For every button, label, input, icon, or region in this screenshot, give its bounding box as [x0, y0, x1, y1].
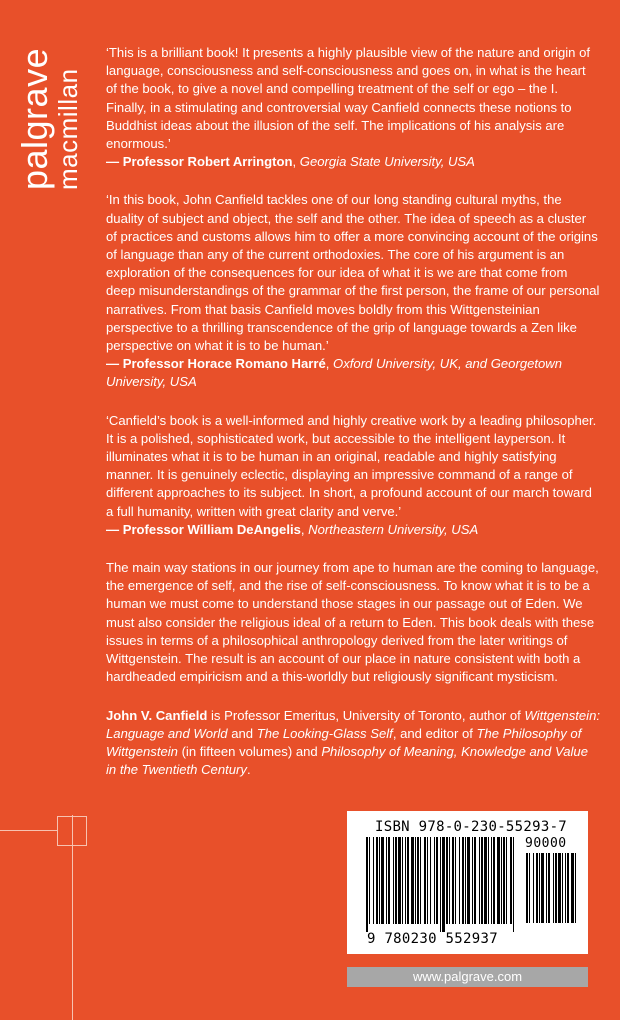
barcode-bar [376, 837, 378, 924]
book-title: Philosophy of Meaning, Knowledge and Value in the Twentieth Century [106, 743, 588, 778]
bio-text: and [227, 725, 257, 741]
barcode-bar [386, 837, 387, 924]
barcode-bar [575, 853, 576, 923]
reviewer-name: — Professor Horace Romano Harré [106, 356, 326, 372]
reviewer-name: — Professor Robert Arrington [106, 154, 293, 170]
reviewer-name: — Professor William DeAngelis [106, 521, 301, 537]
barcode-bar [379, 837, 380, 924]
quote-text: ‘Canfield’s book is a well-informed and highly creative work by a leading philosopher. It is a polished, sophisticated work, but accessible to the intelligent layperson. It illuminates what it is to be human in an original, readable and highly satisfying manner. It is genuinely eclectic, displaying an impressive command of a range of different approaches to its subject. In short, a profound account of our march toward a full humanity, written with great clarity and verve.’ [106, 412, 597, 519]
barcode-bar [539, 853, 540, 923]
barcode-bar [565, 853, 566, 923]
barcode-bars [365, 837, 517, 932]
barcode-bar [462, 837, 464, 924]
back-cover-text [106, 44, 600, 799]
barcode-bar [510, 837, 512, 924]
reviewer-affiliation: Northeastern University, USA [308, 521, 479, 537]
barcode-bar [388, 837, 390, 924]
decorative-horizontal-line [0, 830, 57, 831]
barcode-bar [493, 837, 495, 924]
barcode-bar [366, 837, 368, 932]
barcode-bar [398, 837, 401, 924]
logo-palgrave: palgrave [14, 47, 55, 190]
quote-attribution: — Professor Horace Romano Harré, Oxford University, UK, and Georgetown University, USA [106, 356, 563, 390]
barcode-bar [497, 837, 500, 924]
barcode-bar [472, 837, 473, 924]
barcode-bar [427, 837, 428, 924]
barcode-bar [541, 853, 544, 923]
ean-number: 9 780230 552937 [367, 931, 498, 947]
author-name: John V. Canfield [106, 707, 208, 723]
barcode-bar [415, 837, 416, 924]
barcode-bar [548, 853, 550, 923]
barcode-bar [436, 837, 438, 924]
decorative-square [57, 816, 87, 846]
isbn-text: ISBN 978-0-230-55293-7 [375, 819, 568, 835]
barcode-bar [562, 853, 563, 923]
barcode-bar [411, 837, 414, 924]
barcode-bar [571, 853, 574, 923]
barcode-bar [405, 837, 406, 924]
barcode-bar [488, 837, 489, 924]
reviewer-affiliation: Oxford University, UK, and Georgetown University, USA [106, 356, 563, 390]
publisher-logo [14, 10, 97, 190]
barcode-bar [449, 837, 450, 924]
barcode-bar [474, 837, 476, 924]
barcode-bar [481, 837, 483, 924]
isbn-barcode [347, 811, 588, 954]
barcode-bar [501, 837, 502, 924]
barcode-bar [465, 837, 466, 924]
barcode-bar [459, 837, 460, 924]
book-title: The Philosophy of Wittgenstein [106, 725, 582, 759]
barcode-bar [513, 837, 514, 932]
quote-text: ‘In this book, John Canfield tackles one of our long standing cultural myths, the duality of subject and object, the self and the other. The idea of speech as a cluster of practices and customs allows him to offer a more convincing account of the origins of language than any of the current orthodoxies. The core of his argument is an exploration of the consequences for our idea of what it is we are that come from deep misunderstandings of the grammar of the first person, the frame of our personal narratives. From that basis Canfield moves boldly from this Wittgensteinian perspective to a thrilling transcendence of the grip of language towards a Zen like perspective on what it is to be human.’ [106, 192, 600, 354]
quote-attribution: — Professor William DeAngelis, Northeastern University, USA [106, 521, 479, 537]
barcode-bar [407, 837, 409, 924]
publisher-url[interactable]: www.palgrave.com [347, 967, 588, 987]
barcode-bar [536, 853, 538, 923]
barcode-bar [529, 853, 530, 923]
barcode-bar [491, 837, 492, 924]
barcode-bar [526, 853, 528, 923]
barcode-bar [442, 837, 445, 932]
barcode-bar [567, 853, 569, 923]
review-quote-1 [106, 44, 600, 171]
barcode-bar [484, 837, 487, 924]
barcode-bar [381, 837, 384, 924]
barcode-bar [467, 837, 470, 924]
barcode-bar [503, 837, 505, 924]
price-code: 90000 [525, 836, 567, 851]
barcode-bar [434, 837, 435, 924]
bio-text: is Professor Emeritus, University of Toronto, author of [207, 707, 525, 723]
logo-macmillan: macmillan [53, 68, 83, 190]
bio-text: . [246, 762, 251, 778]
barcode-bar [533, 853, 534, 923]
barcode-bar [455, 837, 456, 924]
barcode-bar [373, 837, 374, 924]
barcode-bar [479, 837, 480, 924]
barcode-bar [555, 853, 557, 923]
barcode-bar [546, 853, 547, 923]
barcode-bar [369, 837, 370, 924]
barcode-bar [506, 837, 507, 924]
barcode-bar [402, 837, 403, 924]
review-quote-2 [106, 191, 600, 391]
book-description: The main way stations in our journey from ape to human are the coming to language, the emergence of self, and the rise of self-consciousness. To know what it is to be a human we must come to understand those stages in our passage out of Eden. We must also consider the religious ideal of a return to Eden. This book deals with these issues in terms of a philosophical anthropology derived from the later writings of Wittgenstein. The result is an account of our place in nature consistent with both a hardheaded empiricism and a this-worldly but religiously significant mysticism. [106, 560, 599, 685]
barcode-bar [430, 837, 431, 924]
book-title: Wittgenstein: Language and World [106, 707, 600, 741]
barcode-bar [395, 837, 397, 924]
barcode-bar [440, 837, 441, 932]
quote-attribution: — Professor Robert Arrington, Georgia State University, USA [106, 154, 475, 170]
review-quote-3 [106, 412, 600, 539]
author-bio [106, 707, 600, 780]
barcode-bar [452, 837, 454, 924]
barcode-bar [393, 837, 394, 924]
barcode-supplement-bars [525, 853, 577, 931]
barcode-bar [553, 853, 554, 923]
barcode-bar [446, 837, 448, 924]
barcode-bar [558, 853, 561, 923]
barcode-bar [417, 837, 419, 924]
book-title: The Looking-Glass Self [256, 725, 393, 741]
bio-text: (in fifteen volumes) and [177, 743, 322, 759]
barcode-bar [424, 837, 426, 924]
reviewer-affiliation: Georgia State University, USA [299, 154, 475, 170]
bio-text: , and editor of [392, 725, 477, 741]
barcode-bar [420, 837, 421, 924]
quote-text: ‘This is a brilliant book! It presents a highly plausible view of the nature and origin of language, consciousness and self-consciousness and goes on, in what is the heart of the book, to give a novel and compelling treatment of the self or ego – the I. Finally, in a stimulating and controversial way Canfield connects these notions to Buddhist ideas about the illusion of the self. The implications of his analysis are enormous.’ [106, 45, 591, 152]
